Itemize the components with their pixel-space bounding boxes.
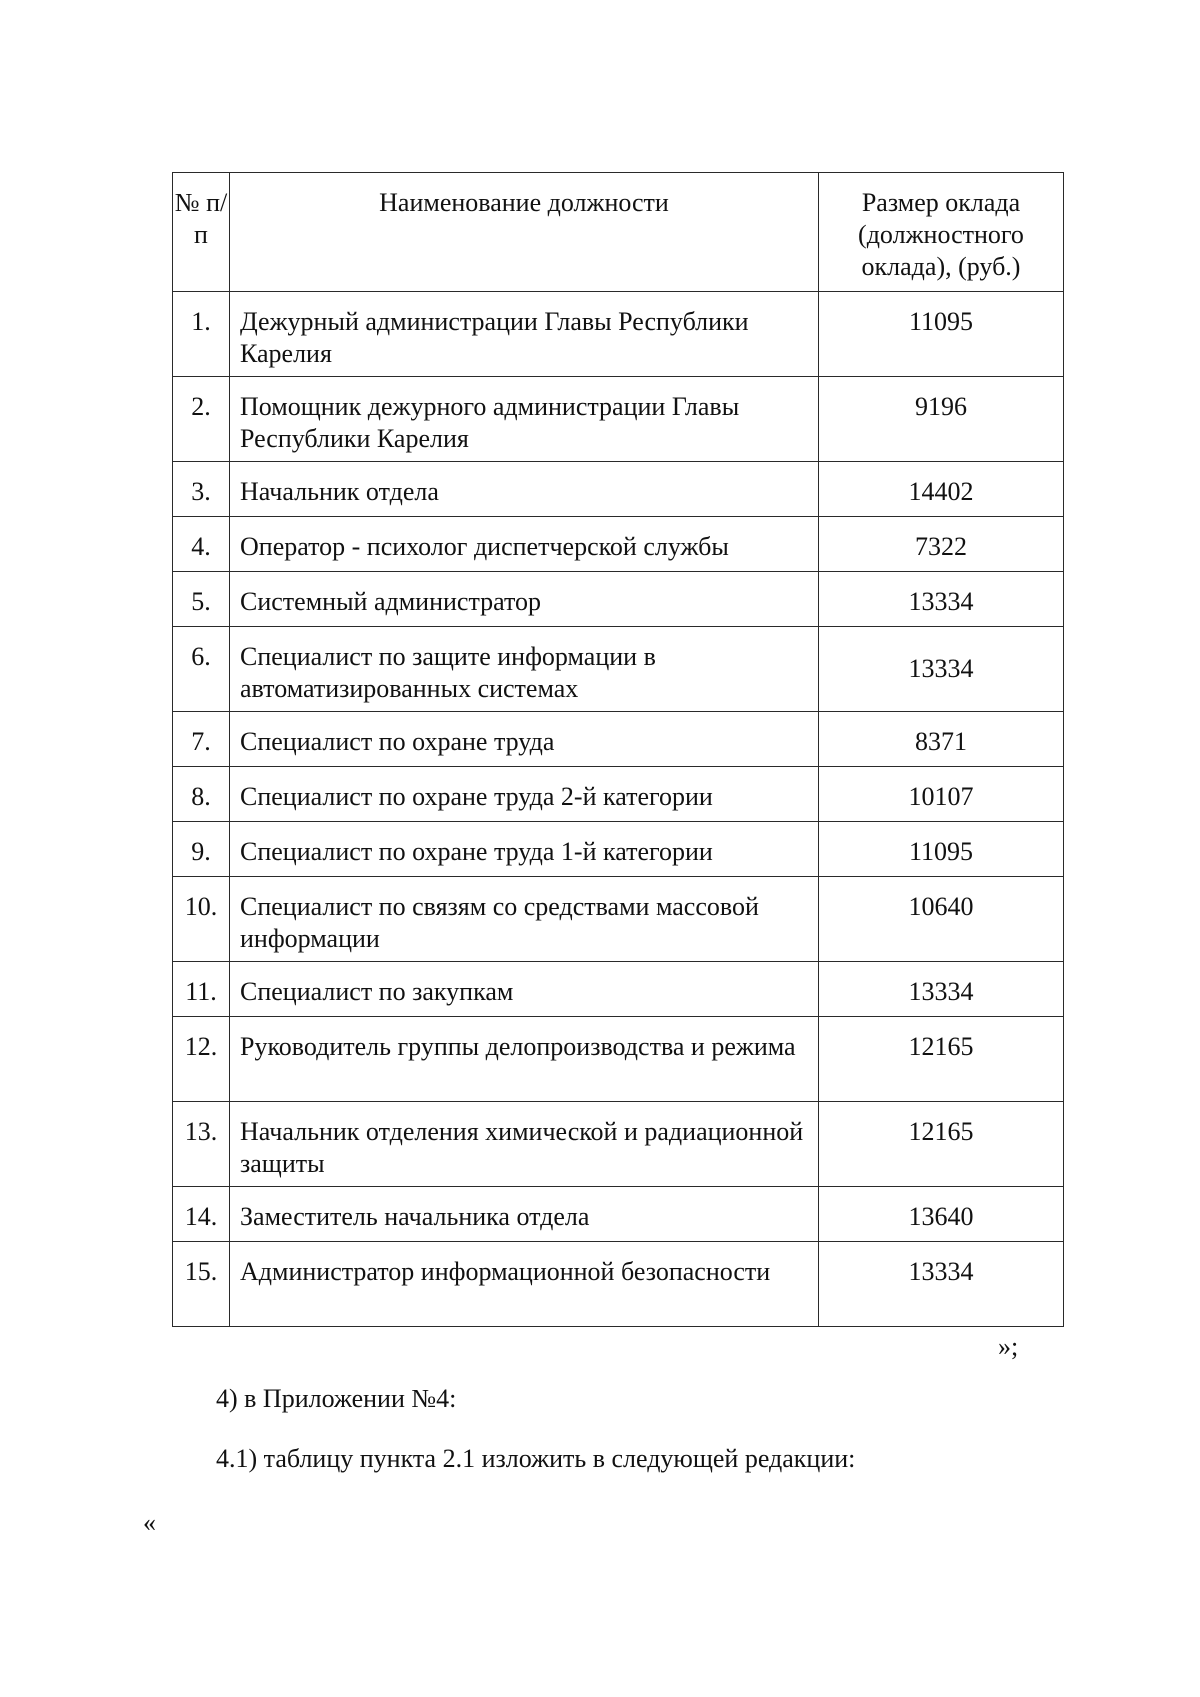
- table-row: [173, 517, 1064, 572]
- table-row: [173, 627, 1064, 712]
- row-num: 13.: [173, 1102, 230, 1187]
- table-row: [173, 1017, 1064, 1102]
- row-position: Специалист по закупкам: [230, 962, 819, 1017]
- row-salary: 8371: [819, 712, 1064, 767]
- row-position: Заместитель начальника отдела: [230, 1187, 819, 1242]
- row-num: 12.: [173, 1017, 230, 1102]
- row-salary: 10107: [819, 767, 1064, 822]
- table-row: [173, 712, 1064, 767]
- row-position: Специалист по охране труда 2-й категории: [230, 767, 819, 822]
- row-salary: 7322: [819, 517, 1064, 572]
- table-row: [173, 1102, 1064, 1187]
- row-salary: 12165: [819, 1017, 1064, 1102]
- row-position: Помощник дежурного администрации Главы Республики Карелия: [230, 377, 819, 462]
- table-row: [173, 377, 1064, 462]
- header-name: Наименование должности: [230, 173, 819, 292]
- table-row: [173, 462, 1064, 517]
- table-row: [173, 877, 1064, 962]
- row-salary: 12165: [819, 1102, 1064, 1187]
- row-salary: 13334: [819, 962, 1064, 1017]
- paragraph-table-2-1: 4.1) таблицу пункта 2.1 изложить в следующей редакции:: [216, 1444, 856, 1473]
- header-salary: Размер оклада (должностного оклада), (руб.): [819, 173, 1064, 292]
- row-num: 11.: [173, 962, 230, 1017]
- closing-quote: »;: [998, 1332, 1019, 1361]
- row-position: Руководитель группы делопроизводства и режима: [230, 1017, 819, 1102]
- paragraph-appendix-4: 4) в Приложении №4:: [216, 1384, 457, 1413]
- table-header-row: [173, 173, 1064, 292]
- row-salary: 13640: [819, 1187, 1064, 1242]
- salary-table: [172, 172, 1064, 1327]
- row-position: Специалист по защите информации в автоматизированных системах: [230, 627, 819, 712]
- row-salary: 13334: [819, 627, 1064, 712]
- row-position: Системный администратор: [230, 572, 819, 627]
- row-num: 4.: [173, 517, 230, 572]
- table-row: [173, 1242, 1064, 1327]
- row-num: 10.: [173, 877, 230, 962]
- row-num: 6.: [173, 627, 230, 712]
- row-salary: 11095: [819, 822, 1064, 877]
- table-row: [173, 822, 1064, 877]
- row-num: 7.: [173, 712, 230, 767]
- opening-quote: «: [143, 1508, 156, 1537]
- table-row: [173, 572, 1064, 627]
- row-num: 3.: [173, 462, 230, 517]
- row-salary: 10640: [819, 877, 1064, 962]
- row-num: 2.: [173, 377, 230, 462]
- table-row: [173, 767, 1064, 822]
- header-num: № п/п: [173, 173, 230, 292]
- row-position: Специалист по связям со средствами массовой информации: [230, 877, 819, 962]
- row-salary: 9196: [819, 377, 1064, 462]
- row-salary: 14402: [819, 462, 1064, 517]
- row-salary: 13334: [819, 1242, 1064, 1327]
- row-position: Специалист по охране труда 1-й категории: [230, 822, 819, 877]
- row-position: Начальник отдела: [230, 462, 819, 517]
- row-num: 5.: [173, 572, 230, 627]
- row-position: Специалист по охране труда: [230, 712, 819, 767]
- row-num: 9.: [173, 822, 230, 877]
- table-row: [173, 1187, 1064, 1242]
- row-num: 8.: [173, 767, 230, 822]
- row-position: Оператор - психолог диспетчерской службы: [230, 517, 819, 572]
- row-num: 14.: [173, 1187, 230, 1242]
- row-salary: 11095: [819, 292, 1064, 377]
- row-position: Администратор информационной безопасности: [230, 1242, 819, 1327]
- row-position: Начальник отделения химической и радиационной защиты: [230, 1102, 819, 1187]
- table-row: [173, 962, 1064, 1017]
- row-salary: 13334: [819, 572, 1064, 627]
- row-position: Дежурный администрации Главы Республики Карелия: [230, 292, 819, 377]
- row-num: 15.: [173, 1242, 230, 1327]
- row-num: 1.: [173, 292, 230, 377]
- table-row: [173, 292, 1064, 377]
